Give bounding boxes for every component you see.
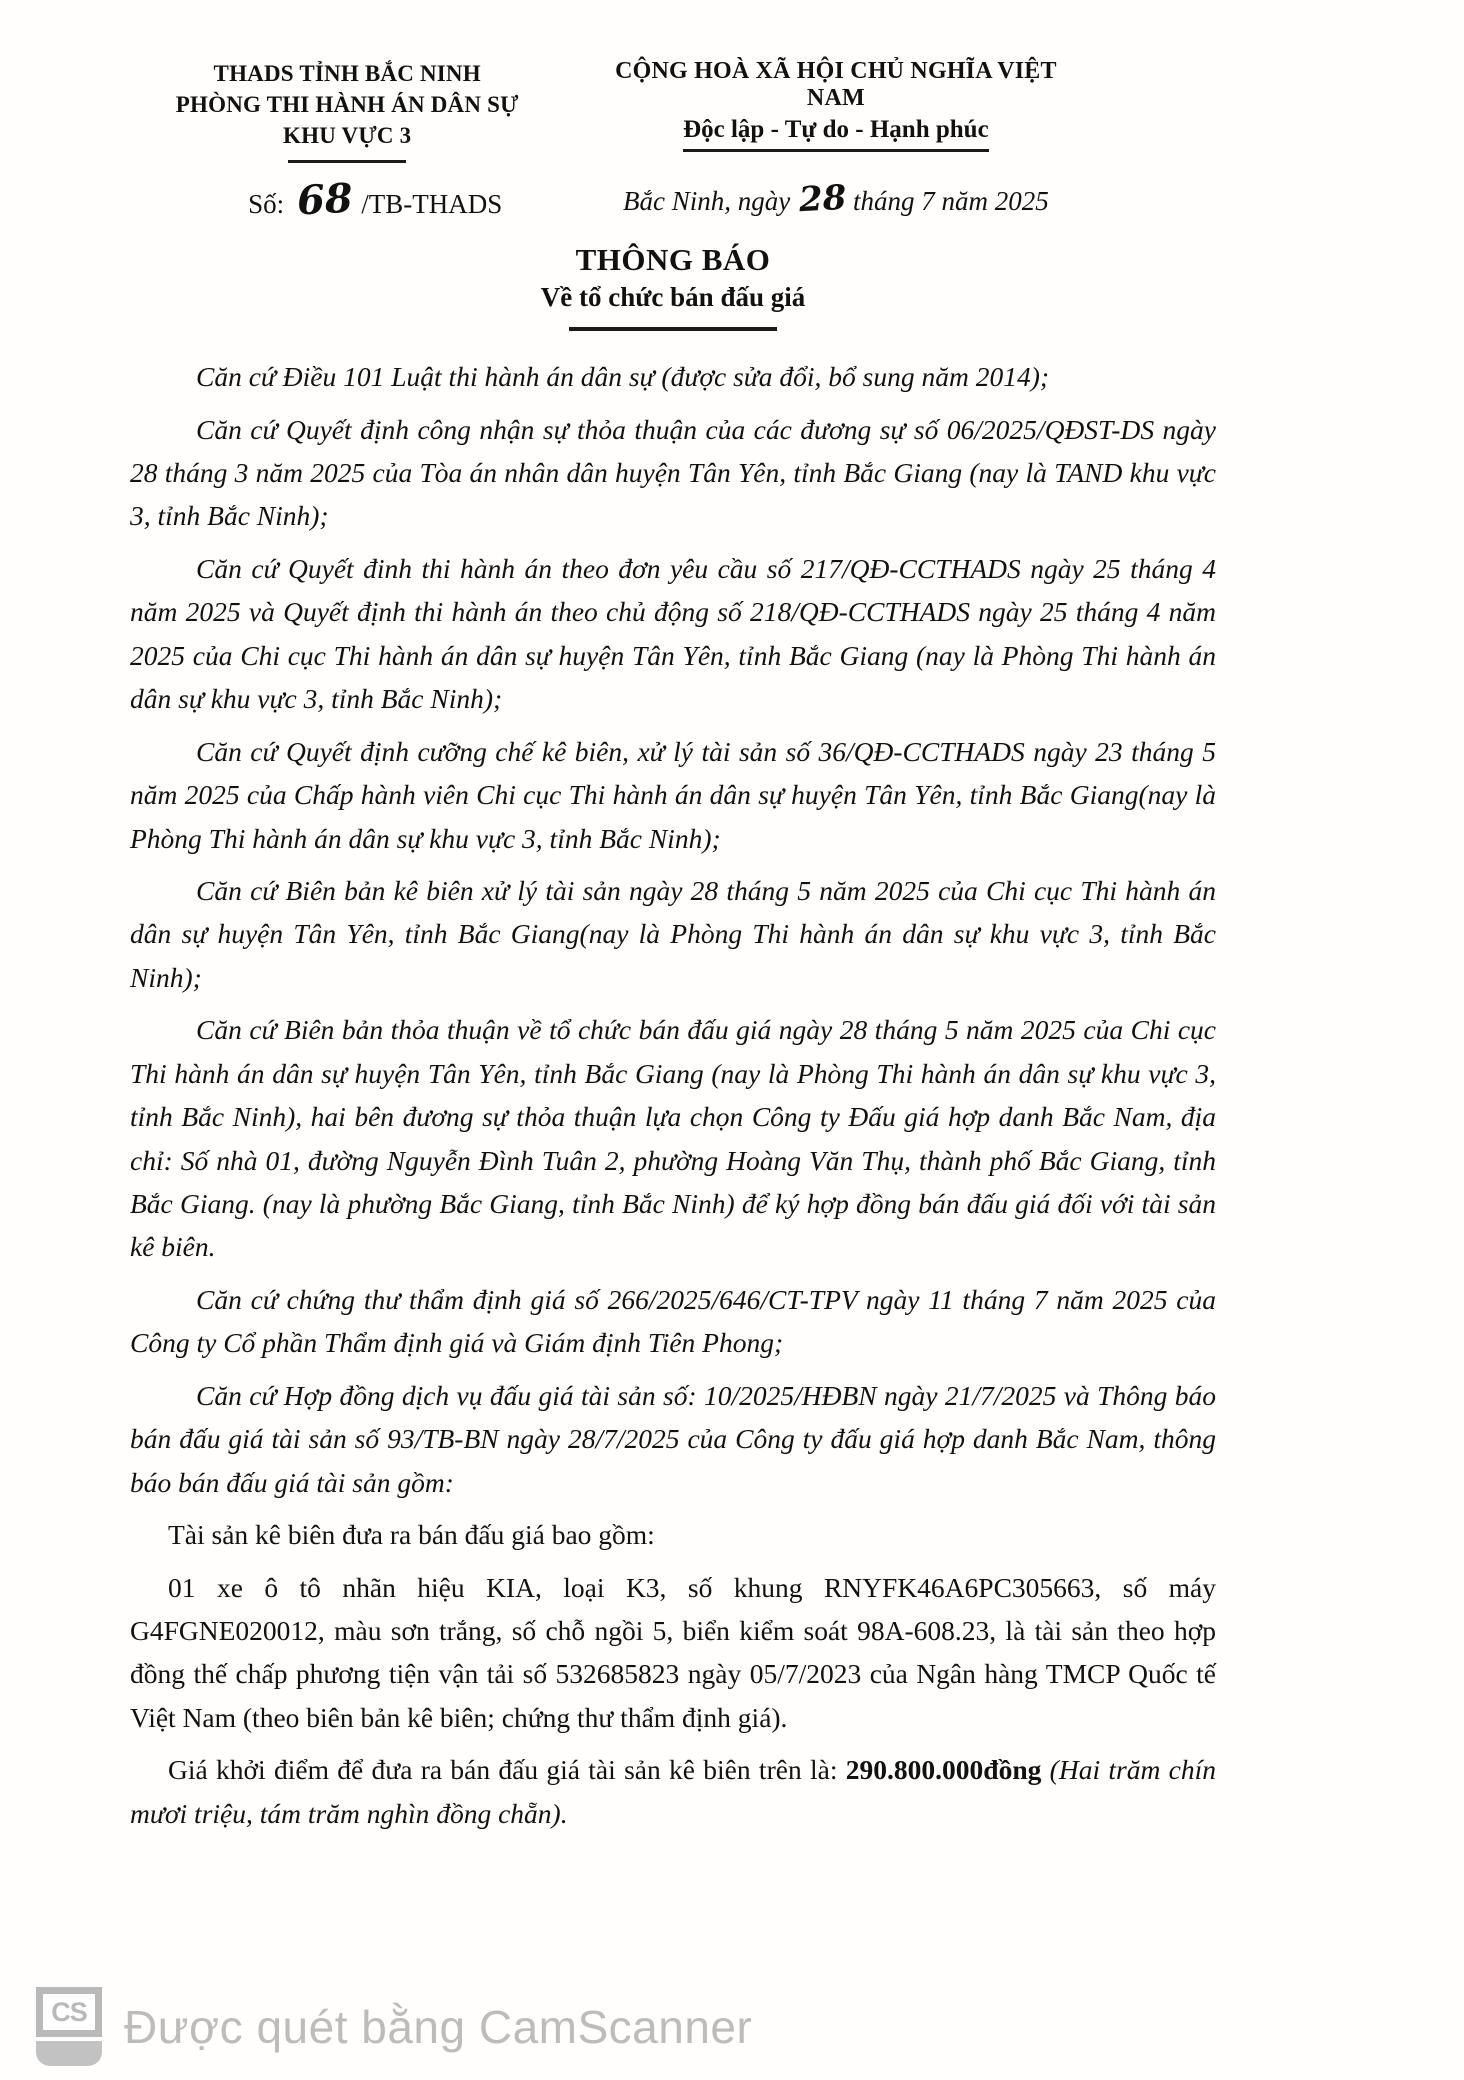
date-day-handwritten: 28 <box>797 177 848 221</box>
date-suffix: tháng 7 năm 2025 <box>853 186 1049 216</box>
paragraph-legal-basis-3: Căn cứ Quyết đinh thi hành án theo đơn yêu cầu số 217/QĐ-CCTHADS ngày 25 tháng 4 năm 2025 và Quyết định thi hành án theo chủ động số 218/QĐ-CCTHADS ngày 25 tháng 4 năm 2025 của Chi cục Thi hành án dân sự huyện Tân Yên, tỉnh Bắc Giang (nay là Phòng Thi hành án dân sự khu vực 3, tỉnh Bắc Ninh); <box>130 552 1216 715</box>
agency-line1: THADS TỈNH BẮC NINH <box>213 61 481 86</box>
camscanner-logo-icon <box>36 1987 102 2066</box>
paragraph-asset-intro: Tài sản kê biên đưa ra bán đấu giá bao gồm: <box>168 1519 655 1551</box>
document-number-label: Số: <box>248 189 285 220</box>
camscanner-logo-tab <box>36 2041 102 2066</box>
starting-price-label: Giá khởi điểm để đưa ra bán đấu giá tài sản kê biên trên là: <box>168 1754 846 1786</box>
paragraph-legal-basis-6: Căn cứ Biên bản thỏa thuận về tổ chức bán đấu giá ngày 28 tháng 5 năm 2025 của Chi cục Thi hành án dân sự huyện Tân Yên, tỉnh Bắc Giang (nay là Phòng Thi hành án dân sự khu vực 3, tỉnh Bắc Ninh), hai bên đương sự thỏa thuận lựa chọn Công ty Đấu giá hợp danh Bắc Nam, địa chỉ: Số nhà 01, đường Nguyễn Đình Tuân 2, phường Hoàng Văn Thụ, thành phố Bắc Giang, tỉnh Bắc Giang. (nay là phường Bắc Giang, tỉnh Bắc Ninh) để ký hợp đồng bán đấu giá đối với tài sản kê biên. <box>130 1014 1216 1263</box>
national-motto-block <box>586 58 1086 221</box>
camscanner-logo-letters: CS <box>36 1987 102 2037</box>
issuing-agency-block <box>130 58 564 225</box>
paragraph-legal-basis-5: Căn cứ Biên bản kê biên xử lý tài sản ngày 28 tháng 5 năm 2025 của Chi cục Thi hành án dân sự huyện Tân Yên, tỉnh Bắc Giang(nay là Phòng Thi hành án dân sự khu vực 3, tỉnh Bắc Ninh); <box>130 874 1216 993</box>
national-title: CỘNG HOÀ XÃ HỘI CHỦ NGHĨA VIỆT NAM <box>615 58 1057 111</box>
paragraph-legal-basis-1: Căn cứ Điều 101 Luật thi hành án dân sự (được sửa đổi, bổ sung năm 2014); <box>196 361 1050 393</box>
title-underline <box>569 327 777 331</box>
document-number-handwritten: 68 <box>295 174 354 225</box>
document-header <box>130 58 1216 225</box>
document-subtitle: Về tổ chức bán đấu giá <box>540 282 806 313</box>
paragraph-legal-basis-2: Căn cứ Quyết định công nhận sự thỏa thuận của các đương sự số 06/2025/QĐST-DS ngày 28 tháng 3 năm 2025 của Tòa án nhân dân huyện Tân Yên, tỉnh Bắc Giang (nay là TAND khu vực 3, tỉnh Bắc Ninh); <box>130 413 1216 532</box>
place-date-line <box>586 177 1086 221</box>
document-body <box>130 355 1216 1835</box>
camscanner-watermark-text: Được quét bằng CamScanner <box>124 2000 753 2053</box>
document-number-suffix: /TB-THADS <box>361 189 503 220</box>
starting-price-value: 290.800.000đồng <box>845 1754 1042 1786</box>
camscanner-watermark <box>36 1987 752 2066</box>
paragraph-legal-basis-7: Căn cứ chứng thư thẩm định giá số 266/2025/646/CT-TPV ngày 11 tháng 7 năm 2025 của Công ty Cổ phần Thẩm định giá và Giám định Tiên Phong; <box>130 1283 1216 1359</box>
paragraph-asset-description: 01 xe ô tô nhãn hiệu KIA, loại K3, số khung RNYFK46A6PC305663, số máy G4FGNE020012, màu sơn trắng, số chỗ ngồi 5, biển kiểm soát 98A-608.23, là tài sản theo hợp đồng thế chấp phương tiện vận tải số 532685823 ngày 05/7/2023 của Ngân hàng TMCP Quốc tế Việt Nam (theo biên bản kê biên; chứng thư thẩm định giá). <box>130 1571 1216 1733</box>
national-motto: Độc lập - Tự do - Hạnh phúc <box>683 116 989 152</box>
date-prefix: Bắc Ninh, ngày <box>622 186 791 216</box>
starting-price-in-words: (Hai trăm chín mươi triệu, tám trăm nghìn đồng chẵn). <box>130 1754 1216 1829</box>
document-title-block <box>130 242 1216 331</box>
document-number-line <box>130 174 564 225</box>
agency-underline <box>288 160 406 163</box>
agency-line3: KHU VỰC 3 <box>283 123 412 149</box>
document-title: THÔNG BÁO <box>575 242 771 278</box>
paragraph-starting-price <box>130 1748 1216 1835</box>
agency-line2: PHÒNG THI HÀNH ÁN DÂN SỰ <box>175 92 519 118</box>
paragraph-legal-basis-8: Căn cứ Hợp đồng dịch vụ đấu giá tài sản số: 10/2025/HĐBN ngày 21/7/2025 và Thông báo bán đấu giá tài sản số 93/TB-BN ngày 28/7/2025 của Công ty đấu giá hợp danh Bắc Nam, thông báo bán đấu giá tài sản gồm: <box>130 1379 1216 1498</box>
paragraph-legal-basis-4: Căn cứ Quyết định cưỡng chế kê biên, xử lý tài sản số 36/QĐ-CCTHADS ngày 23 tháng 5 năm 2025 của Chấp hành viên Chi cục Thi hành án dân sự huyện Tân Yên, tỉnh Bắc Giang(nay là Phòng Thi hành án dân sự khu vực 3, tỉnh Bắc Ninh); <box>130 735 1216 854</box>
